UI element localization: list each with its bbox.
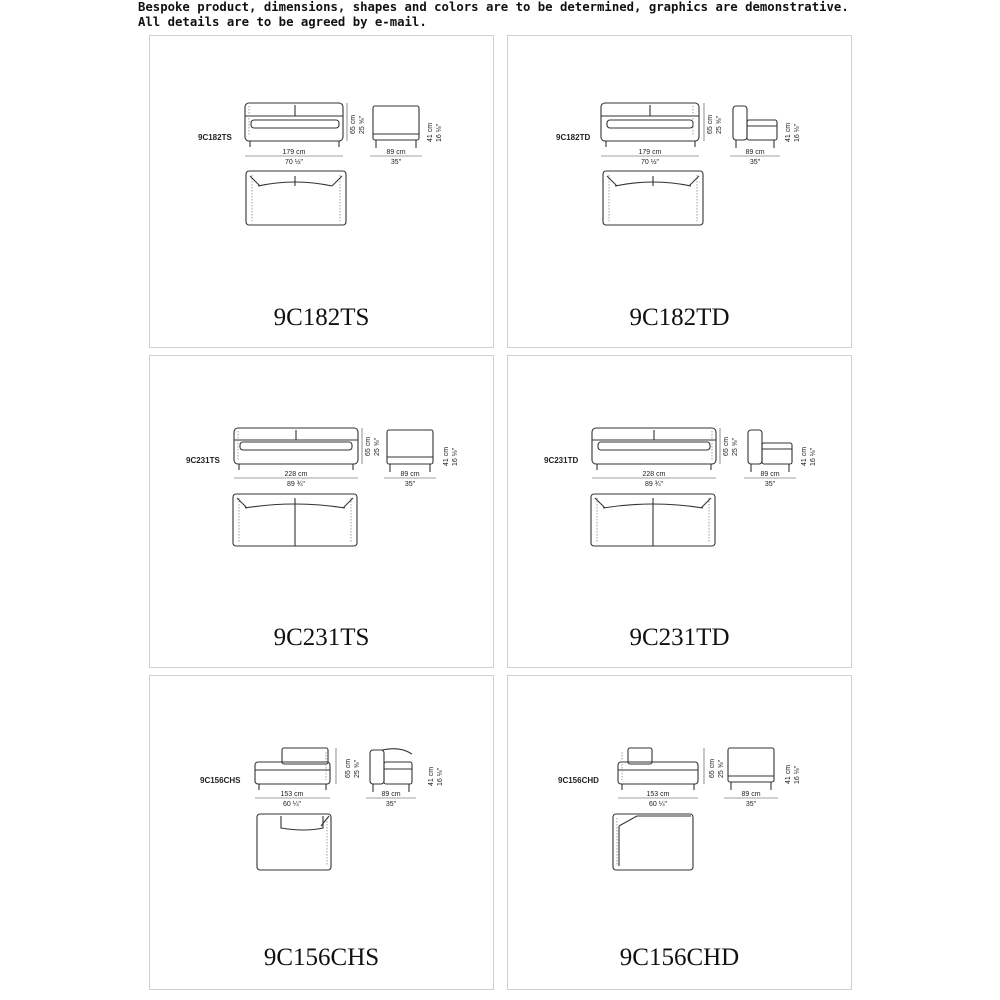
seat-in-label: 16 ⅛": [436, 123, 443, 142]
width-in-label: 89 ¾": [286, 481, 306, 488]
depth-in-label: 35": [764, 481, 776, 488]
height-cm-label: 65 cm: [350, 114, 357, 134]
model-code-label: 9C156CHS: [200, 776, 241, 785]
sofa-drawing: [508, 356, 853, 669]
height-cm-label: 65 cm: [709, 758, 716, 778]
product-panel-9c182td: [507, 35, 852, 348]
seat-in-label: 16 ⅛": [452, 447, 459, 466]
depth-cm-label: 89 cm: [381, 791, 401, 798]
depth-in-label: 35": [749, 159, 761, 166]
width-in-label: 70 ½": [284, 159, 304, 166]
model-code-label: 9C231TS: [186, 456, 220, 465]
depth-cm-label: 89 cm: [400, 471, 420, 478]
depth-in-label: 35": [390, 159, 402, 166]
height-in-label: 25 ⅝": [718, 759, 725, 778]
seat-in-label: 16 ⅛": [437, 767, 444, 786]
model-title: 9C156CHS: [263, 944, 380, 971]
product-panel-9c231td: [507, 355, 852, 668]
sofa-drawing: [150, 356, 495, 669]
height-in-label: 25 ⅝": [359, 115, 366, 134]
product-panel-9c231ts: [149, 355, 494, 668]
seat-in-label: 16 ⅛": [794, 765, 801, 784]
width-cm-label: 179 cm: [282, 149, 306, 156]
seat-cm-label: 41 cm: [785, 764, 792, 784]
width-cm-label: 153 cm: [280, 791, 304, 798]
height-cm-label: 65 cm: [365, 436, 372, 456]
width-in-label: 89 ¾": [644, 481, 664, 488]
seat-cm-label: 41 cm: [427, 122, 434, 142]
depth-in-label: 35": [385, 801, 397, 808]
height-in-label: 25 ⅝": [354, 759, 361, 778]
model-code-label: 9C182TD: [556, 133, 591, 142]
depth-in-label: 35": [404, 481, 416, 488]
depth-cm-label: 89 cm: [741, 791, 761, 798]
model-title: 9C182TD: [629, 304, 730, 331]
seat-cm-label: 41 cm: [443, 446, 450, 466]
product-panel-9c156chd: [507, 675, 852, 990]
model-code-label: 9C231TD: [544, 456, 579, 465]
height-in-label: 25 ⅝": [732, 437, 739, 456]
depth-cm-label: 89 cm: [386, 149, 406, 156]
height-in-label: 25 ⅝": [716, 115, 723, 134]
width-cm-label: 228 cm: [284, 471, 308, 478]
width-cm-label: 153 cm: [646, 791, 670, 798]
height-cm-label: 65 cm: [345, 758, 352, 778]
seat-cm-label: 41 cm: [428, 766, 435, 786]
width-cm-label: 228 cm: [642, 471, 666, 478]
model-code-label: 9C156CHD: [558, 776, 599, 785]
sofa-drawing: [150, 36, 495, 349]
height-cm-label: 65 cm: [723, 436, 730, 456]
model-code-label: 9C182TS: [198, 133, 232, 142]
seat-cm-label: 41 cm: [801, 446, 808, 466]
model-title: 9C156CHD: [619, 944, 740, 971]
model-title: 9C231TS: [273, 624, 370, 651]
sofa-drawing: [508, 36, 853, 349]
width-cm-label: 179 cm: [638, 149, 662, 156]
seat-in-label: 16 ⅛": [810, 447, 817, 466]
model-title: 9C231TD: [629, 624, 730, 651]
disclaimer-text: Bespoke product, dimensions, shapes and colors are to be determined, graphics are demonstrative. All details are to be agreed by e-mail.: [138, 0, 849, 29]
model-title: 9C182TS: [273, 304, 370, 331]
seat-cm-label: 41 cm: [785, 122, 792, 142]
height-in-label: 25 ⅝": [374, 437, 381, 456]
depth-cm-label: 89 cm: [760, 471, 780, 478]
seat-in-label: 16 ⅛": [794, 123, 801, 142]
height-cm-label: 65 cm: [707, 114, 714, 134]
width-in-label: 60 ¼": [648, 801, 668, 808]
product-panel-9c156chs: [149, 675, 494, 990]
depth-in-label: 35": [745, 801, 757, 808]
width-in-label: 60 ¼": [282, 801, 302, 808]
product-panel-9c182ts: [149, 35, 494, 348]
depth-cm-label: 89 cm: [745, 149, 765, 156]
width-in-label: 70 ½": [640, 159, 660, 166]
